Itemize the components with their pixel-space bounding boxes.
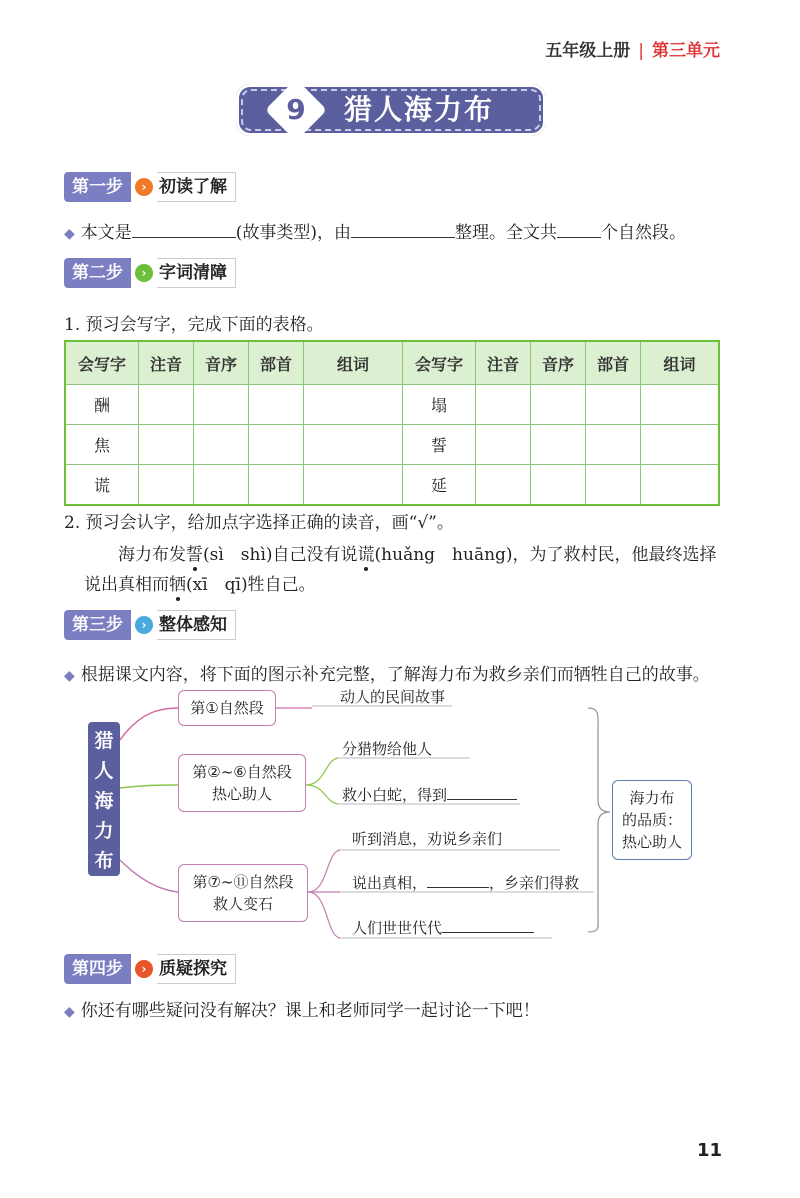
brace-bracket xyxy=(588,708,610,932)
step1-text-2: (故事类型)，由 xyxy=(235,223,352,243)
reward-blank[interactable] xyxy=(447,783,517,800)
connector-line xyxy=(308,892,340,938)
table-header: 部首 xyxy=(249,341,304,385)
branch-3-theme: 救人变石 xyxy=(212,895,273,913)
table-header: 音序 xyxy=(531,341,586,385)
diamond-bullet-icon: ◆ xyxy=(64,226,75,242)
table-header: 音序 xyxy=(194,341,249,385)
step3-label: 第三步 xyxy=(64,610,131,640)
step4-tag xyxy=(64,954,236,984)
dotted-char: 牺 xyxy=(169,575,186,595)
step1-text-4: 个自然段。 xyxy=(601,223,687,243)
quality-box xyxy=(612,780,692,860)
sentence-fragment: 海力布发 xyxy=(118,545,186,565)
table-header: 注音 xyxy=(139,341,194,385)
pinyin-options[interactable]: (huǎng huāng)，为了救村民，他最终选择 xyxy=(374,545,717,565)
arrow-right-icon: › xyxy=(135,178,153,196)
branch-box-2 xyxy=(178,754,306,812)
dotted-char: 誓 xyxy=(186,545,203,565)
connector-line xyxy=(120,708,178,740)
table-header: 注音 xyxy=(476,341,531,385)
step1-text-3: 整理。全文共 xyxy=(455,223,558,243)
branch-2-theme: 热心助人 xyxy=(211,785,272,803)
quality-line-1: 海力布 xyxy=(629,789,675,807)
page-number: 11 xyxy=(696,1140,722,1161)
char-cell: 誓 xyxy=(403,425,476,465)
action-blank[interactable] xyxy=(427,871,489,888)
sentence-fragment: 说出真相而 xyxy=(84,575,169,595)
diamond-bullet-icon: ◆ xyxy=(64,668,75,684)
char-cell: 塌 xyxy=(403,385,476,425)
quality-line-2: 的品质： xyxy=(621,811,682,829)
connector-line xyxy=(120,785,178,788)
branch-box-3 xyxy=(178,864,308,922)
leaf-2b-text: 救小白蛇，得到 xyxy=(342,786,448,804)
step3-intro-text: 根据课文内容，将下面的图示补充完整，了解海力布为救乡亲们而牺牲自己的故事。 xyxy=(80,665,710,685)
table-header: 部首 xyxy=(586,341,641,385)
step1-label: 第一步 xyxy=(64,172,131,202)
grade-label: 五年级上册 xyxy=(545,41,631,61)
quality-line-3: 热心助人 xyxy=(621,833,682,851)
leaf-3b xyxy=(352,871,579,893)
step1-name: 初读了解 xyxy=(157,172,236,202)
step4-text: 你还有哪些疑问没有解决？课上和老师同学一起讨论一下吧！ xyxy=(80,1001,540,1021)
legacy-blank[interactable] xyxy=(442,916,534,933)
header-separator: | xyxy=(638,41,644,61)
leaf-3b-text-1: 说出真相， xyxy=(352,874,428,892)
lesson-title: 猎人海力布 xyxy=(344,93,495,126)
arrow-right-icon: › xyxy=(135,960,153,978)
step4-label: 第四步 xyxy=(64,954,131,984)
leaf-3a: 听到消息，劝说乡亲们 xyxy=(352,830,503,848)
table-header: 组词 xyxy=(304,341,403,385)
lesson-number: 9 xyxy=(286,93,306,126)
step4-question xyxy=(64,996,540,1021)
diamond-bullet-icon: ◆ xyxy=(64,1004,75,1020)
table-header: 会写字 xyxy=(403,341,476,385)
mind-map-root: 猎人海力布 xyxy=(88,722,120,876)
char-cell: 谎 xyxy=(65,465,139,506)
leaf-1: 动人的民间故事 xyxy=(340,688,446,706)
connector-line xyxy=(308,850,340,892)
connector-line xyxy=(306,785,338,804)
table-header: 会写字 xyxy=(65,341,139,385)
step2-label: 第二步 xyxy=(64,258,131,288)
arrow-right-icon: › xyxy=(135,264,153,282)
char-cell: 焦 xyxy=(65,425,139,465)
step2-question-1: 1. 预习会写字，完成下面的表格。 xyxy=(64,315,324,335)
leaf-3b-text-2: ，乡亲们得救 xyxy=(489,874,580,892)
table-header: 组词 xyxy=(641,341,720,385)
pinyin-options[interactable]: (xī qī)牲自己。 xyxy=(186,575,316,595)
branch-2-paragraphs: 第②~⑥自然段 xyxy=(192,763,292,781)
char-cell: 酬 xyxy=(65,385,139,425)
connector-line xyxy=(120,860,178,892)
branch-3-paragraphs: 第⑦~⑪自然段 xyxy=(192,873,294,891)
branch-box-1: 第①自然段 xyxy=(178,690,276,726)
arrow-right-icon: › xyxy=(135,616,153,634)
step4-name: 质疑探究 xyxy=(157,954,236,984)
connector-line xyxy=(306,758,338,785)
step1-text-1: 本文是 xyxy=(80,223,132,243)
step3-name: 整体感知 xyxy=(157,610,236,640)
step2-question-2: 2. 预习会认字，给加点字选择正确的读音，画“√”。 xyxy=(64,513,454,533)
unit-label: 第三单元 xyxy=(652,41,720,61)
leaf-3c xyxy=(352,916,534,938)
leaf-2a: 分猎物给他人 xyxy=(342,740,433,758)
step2-name: 字词清障 xyxy=(157,258,236,288)
pinyin-options[interactable]: (sì shì)自己没有说 xyxy=(203,545,358,565)
leaf-2b xyxy=(342,783,517,805)
dotted-char: 谎 xyxy=(357,545,375,565)
leaf-3c-text: 人们世世代代 xyxy=(352,919,443,937)
char-cell: 延 xyxy=(403,465,476,506)
